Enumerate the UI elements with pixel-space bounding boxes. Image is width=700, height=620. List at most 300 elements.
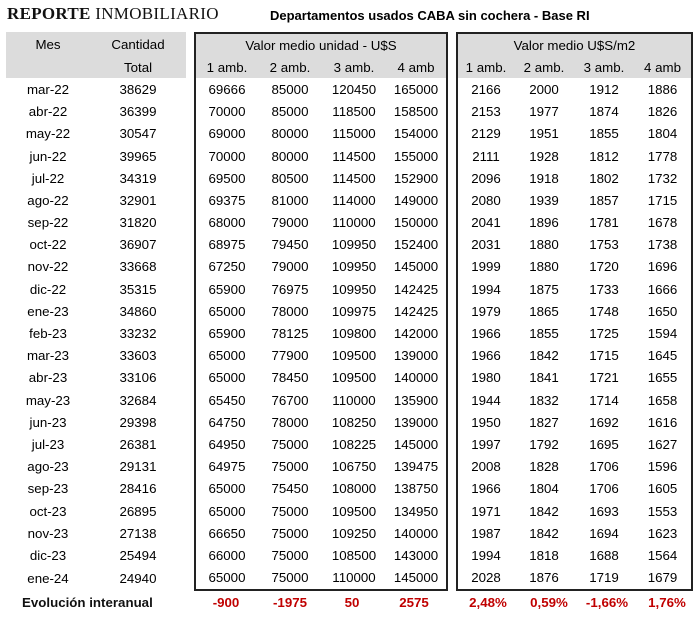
- header-m2-4amb: 4 amb: [634, 56, 693, 78]
- cell-unidad-1amb: 69000: [194, 123, 258, 145]
- cell-total: 33603: [119, 348, 157, 364]
- cell-m2-2amb: 1875: [529, 281, 559, 297]
- cell-unidad-2amb: 85000: [271, 81, 309, 97]
- cell-unidad-4amb: 155000: [386, 145, 448, 167]
- cell-m2-1amb: 2096: [456, 167, 514, 189]
- cell-total: 28416: [119, 481, 157, 497]
- cell-mes: jun-22: [29, 148, 67, 164]
- gap: [448, 101, 456, 123]
- cell-m2-1amb: 1987: [456, 522, 514, 544]
- cell-m2-2amb: 1792: [529, 436, 559, 452]
- cell-unidad-2amb: 78000: [271, 303, 309, 319]
- cell-unidad-1amb: 67250: [194, 256, 258, 278]
- cell-m2-1amb: 2111: [456, 145, 514, 167]
- footer-unidad-3amb: 50: [344, 595, 360, 610]
- header-row-1: [6, 32, 693, 56]
- cell-m2-3amb: 1733: [589, 281, 619, 297]
- gap: [448, 322, 456, 344]
- cell-unidad-1amb: 68000: [194, 212, 258, 234]
- header-unidad-3amb: 3 amb.: [322, 56, 386, 78]
- table-row: [6, 234, 693, 256]
- cell-m2-2amb: 1977: [529, 104, 559, 120]
- cell-unidad-4amb: 134950: [386, 500, 448, 522]
- gap: [448, 56, 456, 78]
- brand-part2: INMOBILIARIO: [95, 4, 219, 23]
- cell-mes: feb-23: [29, 326, 67, 342]
- cell-mes: abr-23: [28, 370, 68, 386]
- cell-m2-2amb: 1865: [529, 303, 559, 319]
- cell-mes: mar-23: [26, 348, 70, 364]
- cell-unidad-4amb: 140000: [386, 367, 448, 389]
- cell-m2-3amb: 1874: [589, 104, 619, 120]
- cell-unidad-3amb: 108225: [331, 436, 377, 452]
- cell-mes: sep-23: [27, 481, 69, 497]
- cell-unidad-2amb: 80000: [271, 126, 309, 142]
- cell-m2-4amb: 1553: [634, 500, 693, 522]
- cell-total: 34860: [119, 303, 157, 319]
- cell-m2-2amb: 1842: [529, 503, 559, 519]
- table-row: [6, 189, 693, 211]
- cell-mes: may-22: [25, 126, 71, 142]
- cell-unidad-1amb: 64975: [194, 456, 258, 478]
- cell-m2-3amb: 1748: [589, 303, 619, 319]
- cell-m2-2amb: 1896: [529, 215, 559, 231]
- gap: [186, 56, 194, 78]
- cell-unidad-2amb: 76700: [271, 392, 309, 408]
- cell-total: 27138: [119, 525, 157, 541]
- cell-unidad-3amb: 108000: [331, 481, 377, 497]
- table-row: [6, 456, 693, 478]
- cell-unidad-3amb: 114500: [332, 170, 376, 186]
- cell-m2-2amb: 1842: [529, 348, 559, 364]
- cell-unidad-4amb: 152900: [386, 167, 448, 189]
- table-row: [6, 389, 693, 411]
- cell-unidad-1amb: 65000: [194, 300, 258, 322]
- gap: [186, 367, 194, 389]
- cell-unidad-2amb: 75450: [271, 481, 309, 497]
- table-row: [6, 256, 693, 278]
- gap: [448, 32, 456, 56]
- table-row: [6, 123, 693, 145]
- cell-unidad-1amb: 65900: [194, 322, 258, 344]
- cell-total: 30547: [119, 126, 157, 142]
- cell-m2-1amb: 1997: [456, 433, 514, 455]
- cell-m2-2amb: 2000: [529, 81, 559, 97]
- gap: [186, 278, 194, 300]
- gap: [448, 456, 456, 478]
- cell-unidad-1amb: 69375: [194, 189, 258, 211]
- cell-unidad-3amb: 114000: [332, 192, 376, 208]
- cell-m2-3amb: 1812: [589, 148, 619, 164]
- footer-m2-2amb: 0,59%: [530, 595, 568, 610]
- cell-m2-4amb: 1655: [634, 367, 693, 389]
- footer-m2-1amb: 2,48%: [469, 595, 507, 610]
- gap: [448, 389, 456, 411]
- cell-unidad-3amb: 110000: [322, 567, 386, 591]
- footer-unidad-4amb: 2575: [399, 595, 429, 610]
- cell-unidad-1amb: 69666: [194, 78, 258, 100]
- cell-m2-3amb: 1714: [589, 392, 619, 408]
- cell-unidad-1amb: 65000: [194, 345, 258, 367]
- cell-m2-4amb: 1886: [634, 78, 693, 100]
- cell-unidad-4amb: 139000: [386, 411, 448, 433]
- cell-unidad-2amb: 78000: [271, 414, 309, 430]
- footer-m2-4amb: 1,76%: [648, 595, 686, 610]
- cell-m2-4amb: 1627: [634, 433, 693, 455]
- cell-m2-3amb: 1715: [589, 348, 619, 364]
- table-body: [6, 78, 693, 590]
- cell-unidad-1amb: 65900: [194, 278, 258, 300]
- cell-total: 39965: [119, 148, 157, 164]
- table-row: [6, 544, 693, 566]
- cell-unidad-4amb: 139000: [386, 345, 448, 367]
- table-row: [6, 101, 693, 123]
- gap: [186, 322, 194, 344]
- cell-total: 33668: [119, 259, 157, 275]
- footer-m2-3amb: -1,66%: [585, 595, 629, 610]
- gap: [186, 345, 194, 367]
- cell-unidad-4amb: 135900: [386, 389, 448, 411]
- cell-mes: ago-23: [27, 459, 69, 475]
- cell-unidad-4amb: 142425: [386, 300, 448, 322]
- gap: [186, 212, 194, 234]
- cell-unidad-3amb: 108250: [331, 414, 377, 430]
- cell-m2-1amb: 1999: [456, 256, 514, 278]
- cell-m2-4amb: 1696: [634, 256, 693, 278]
- cell-unidad-1amb: 65000: [194, 367, 258, 389]
- cell-m2-4amb: 1650: [634, 300, 693, 322]
- gap: [448, 189, 456, 211]
- cell-m2-1amb: 2008: [456, 456, 514, 478]
- cell-unidad-2amb: 75000: [271, 459, 309, 475]
- gap: [186, 500, 194, 522]
- table-row: [6, 345, 693, 367]
- cell-unidad-1amb: 66000: [194, 544, 258, 566]
- cell-m2-4amb: 1679: [634, 567, 693, 591]
- cell-total: 29131: [119, 459, 157, 475]
- gap: [448, 212, 456, 234]
- cell-m2-2amb: 1928: [529, 148, 559, 164]
- cell-total: 31820: [119, 215, 157, 231]
- cell-mes: may-23: [25, 392, 71, 408]
- cell-m2-4amb: 1778: [634, 145, 693, 167]
- gap: [186, 567, 194, 591]
- cell-m2-1amb: 2028: [456, 567, 514, 591]
- cell-unidad-3amb: 118500: [332, 104, 376, 120]
- cell-unidad-3amb: 115000: [332, 126, 376, 142]
- cell-m2-4amb: 1594: [634, 322, 693, 344]
- gap: [448, 367, 456, 389]
- cell-unidad-1amb: 64750: [194, 411, 258, 433]
- cell-unidad-2amb: 77900: [271, 348, 309, 364]
- gap: [186, 78, 194, 100]
- cell-unidad-2amb: 78125: [271, 326, 309, 342]
- cell-mes: sep-22: [27, 215, 69, 231]
- header-mes: Mes: [6, 32, 90, 56]
- gap: [448, 78, 456, 100]
- cell-unidad-2amb: 80000: [271, 148, 309, 164]
- cell-m2-1amb: 2153: [456, 101, 514, 123]
- header-m2-2amb: 2 amb.: [514, 56, 574, 78]
- cell-m2-4amb: 1564: [634, 544, 693, 566]
- gap: [186, 123, 194, 145]
- cell-m2-4amb: 1596: [634, 456, 693, 478]
- cell-m2-1amb: 1966: [456, 478, 514, 500]
- cell-m2-1amb: 2080: [456, 189, 514, 211]
- cell-unidad-1amb: 65450: [194, 389, 258, 411]
- cell-unidad-1amb: 68975: [194, 234, 258, 256]
- cell-m2-4amb: 1616: [634, 411, 693, 433]
- cell-unidad-3amb: 110000: [332, 215, 376, 231]
- cell-m2-1amb: 1979: [456, 300, 514, 322]
- cell-m2-1amb: 1994: [456, 278, 514, 300]
- cell-m2-3amb: 1855: [589, 126, 619, 142]
- cell-m2-1amb: 2041: [456, 212, 514, 234]
- cell-unidad-3amb: 109975: [331, 303, 377, 319]
- header-cantidad: Cantidad: [90, 32, 186, 56]
- table-row: [6, 567, 693, 591]
- cell-m2-2amb: 1951: [529, 126, 559, 142]
- cell-m2-3amb: 1706: [589, 459, 619, 475]
- cell-m2-2amb: 1876: [514, 567, 574, 591]
- cell-total: 33106: [119, 370, 157, 386]
- cell-unidad-2amb: 79000: [271, 215, 309, 231]
- gap: [186, 234, 194, 256]
- cell-mes: ago-22: [27, 192, 69, 208]
- cell-m2-4amb: 1678: [634, 212, 693, 234]
- cell-m2-1amb: 1980: [456, 367, 514, 389]
- gap: [186, 522, 194, 544]
- header-m2-3amb: 3 amb.: [574, 56, 634, 78]
- cell-m2-4amb: 1732: [634, 167, 693, 189]
- gap: [448, 544, 456, 566]
- header-unidad-4amb: 4 amb: [386, 56, 448, 78]
- cell-unidad-3amb: 109500: [331, 370, 377, 386]
- cell-unidad-3amb: 120450: [331, 81, 377, 97]
- cell-mes: oct-22: [29, 237, 67, 253]
- cell-unidad-2amb: 75000: [271, 503, 309, 519]
- cell-unidad-4amb: 139475: [386, 456, 448, 478]
- cell-total: 35315: [119, 281, 157, 297]
- cell-m2-3amb: 1802: [589, 170, 619, 186]
- gap: [448, 522, 456, 544]
- cell-m2-2amb: 1842: [529, 525, 559, 541]
- cell-unidad-1amb: 65000: [194, 478, 258, 500]
- brand-logo: [7, 4, 219, 24]
- table-row: [6, 411, 693, 433]
- cell-unidad-2amb: 75000: [271, 525, 309, 541]
- cell-m2-3amb: 1688: [589, 547, 619, 563]
- cell-mes: oct-23: [29, 503, 67, 519]
- gap: [448, 123, 456, 145]
- gap: [186, 256, 194, 278]
- cell-m2-4amb: 1605: [634, 478, 693, 500]
- cell-m2-2amb: 1880: [529, 237, 559, 253]
- cell-m2-3amb: 1706: [589, 481, 619, 497]
- cell-m2-1amb: 2166: [456, 78, 514, 100]
- gap: [186, 478, 194, 500]
- cell-m2-2amb: 1804: [529, 481, 559, 497]
- cell-unidad-2amb: 78450: [271, 370, 309, 386]
- cell-total: 33232: [119, 326, 157, 342]
- table-row: [6, 433, 693, 455]
- cell-m2-1amb: 1994: [456, 544, 514, 566]
- header-mes-blank: [6, 56, 90, 78]
- gap: [186, 389, 194, 411]
- cell-total: 26381: [119, 436, 157, 452]
- gap: [186, 411, 194, 433]
- cell-m2-1amb: 1971: [456, 500, 514, 522]
- cell-unidad-4amb: 140000: [386, 522, 448, 544]
- cell-m2-2amb: 1841: [529, 370, 559, 386]
- table-row: [6, 278, 693, 300]
- gap: [448, 433, 456, 455]
- cell-unidad-2amb: 76975: [271, 281, 309, 297]
- cell-unidad-4amb: 149000: [386, 189, 448, 211]
- header-total: Total: [90, 56, 186, 78]
- cell-m2-3amb: 1720: [589, 259, 619, 275]
- footer-label: Evolución interanual: [22, 595, 153, 610]
- cell-unidad-3amb: 109950: [331, 259, 377, 275]
- cell-total: 32684: [119, 392, 157, 408]
- cell-unidad-4amb: 152400: [386, 234, 448, 256]
- cell-mes: abr-22: [28, 104, 68, 120]
- cell-m2-3amb: 1719: [574, 567, 634, 591]
- gap: [186, 32, 194, 56]
- cell-m2-2amb: 1880: [529, 259, 559, 275]
- cell-unidad-2amb: 75000: [271, 436, 309, 452]
- cell-unidad-4amb: 150000: [386, 212, 448, 234]
- cell-unidad-4amb: 145000: [386, 433, 448, 455]
- cell-unidad-1amb: 69500: [194, 167, 258, 189]
- cell-unidad-1amb: 70000: [194, 145, 258, 167]
- cell-m2-3amb: 1781: [589, 215, 619, 231]
- cell-total: 32901: [119, 192, 157, 208]
- cell-m2-3amb: 1857: [589, 192, 619, 208]
- gap: [186, 433, 194, 455]
- cell-m2-1amb: 1966: [456, 345, 514, 367]
- cell-m2-3amb: 1725: [589, 326, 619, 342]
- gap: [448, 478, 456, 500]
- cell-m2-2amb: 1855: [529, 326, 559, 342]
- cell-mes: dic-22: [29, 281, 67, 297]
- cell-unidad-4amb: 142000: [386, 322, 448, 344]
- cell-m2-4amb: 1715: [634, 189, 693, 211]
- cell-mes: nov-22: [27, 259, 69, 275]
- gap: [448, 300, 456, 322]
- cell-unidad-4amb: 158500: [386, 101, 448, 123]
- footer-unidad-1amb: -900: [212, 595, 240, 610]
- cell-mes: ene-24: [27, 571, 69, 587]
- header-m2-1amb: 1 amb.: [456, 56, 514, 78]
- cell-unidad-4amb: 138750: [386, 478, 448, 500]
- cell-m2-2amb: 1818: [529, 547, 559, 563]
- gap: [186, 145, 194, 167]
- footer-unidad-2amb: -1975: [272, 595, 308, 610]
- cell-m2-1amb: 1950: [456, 411, 514, 433]
- table-row: [6, 300, 693, 322]
- cell-unidad-3amb: 106750: [331, 459, 377, 475]
- cell-unidad-2amb: 80500: [271, 170, 309, 186]
- cell-m2-3amb: 1695: [589, 436, 619, 452]
- cell-mes: ene-23: [27, 303, 69, 319]
- gap: [186, 167, 194, 189]
- cell-mes: nov-23: [27, 525, 69, 541]
- cell-m2-1amb: 1966: [456, 322, 514, 344]
- cell-total: 38629: [119, 81, 157, 97]
- cell-unidad-1amb: 64950: [194, 433, 258, 455]
- gap: [186, 101, 194, 123]
- cell-unidad-2amb: 81000: [271, 192, 309, 208]
- gap: [448, 567, 456, 591]
- cell-unidad-4amb: 143000: [386, 544, 448, 566]
- cell-unidad-1amb: 66650: [194, 522, 258, 544]
- cell-total: 25494: [119, 547, 157, 563]
- cell-m2-2amb: 1939: [529, 192, 559, 208]
- table-row: [6, 322, 693, 344]
- cell-unidad-3amb: 109500: [331, 348, 377, 364]
- cell-unidad-3amb: 109250: [331, 525, 377, 541]
- cell-unidad-4amb: 145000: [386, 256, 448, 278]
- gap: [186, 300, 194, 322]
- footer-row: [0, 595, 700, 617]
- cell-unidad-4amb: 165000: [386, 78, 448, 100]
- cell-total: 29398: [119, 414, 157, 430]
- gap: [448, 145, 456, 167]
- gap: [448, 500, 456, 522]
- cell-mes: dic-23: [29, 547, 67, 563]
- data-table: [6, 32, 693, 591]
- cell-total: 36907: [119, 237, 157, 253]
- table-row: [6, 522, 693, 544]
- cell-unidad-2amb: 75000: [258, 567, 322, 591]
- cell-mes: jun-23: [29, 414, 67, 430]
- header-group-unidad: Valor medio unidad - U$S: [194, 32, 448, 56]
- cell-total: 36399: [119, 104, 157, 120]
- gap: [448, 411, 456, 433]
- cell-unidad-1amb: 70000: [194, 101, 258, 123]
- cell-unidad-2amb: 85000: [271, 104, 309, 120]
- gap: [186, 456, 194, 478]
- cell-unidad-3amb: 108500: [331, 547, 377, 563]
- table-row: [6, 478, 693, 500]
- cell-unidad-3amb: 110000: [332, 392, 376, 408]
- cell-m2-3amb: 1912: [589, 81, 619, 97]
- cell-unidad-1amb: 65000: [194, 500, 258, 522]
- cell-unidad-4amb: 145000: [386, 567, 448, 591]
- cell-m2-4amb: 1804: [634, 123, 693, 145]
- cell-m2-2amb: 1828: [529, 459, 559, 475]
- gap: [448, 167, 456, 189]
- cell-unidad-3amb: 114500: [332, 148, 376, 164]
- header-row-2: [6, 56, 693, 78]
- table-row: [6, 167, 693, 189]
- cell-unidad-3amb: 109950: [331, 281, 377, 297]
- cell-m2-1amb: 2129: [456, 123, 514, 145]
- cell-m2-1amb: 2031: [456, 234, 514, 256]
- cell-unidad-4amb: 154000: [386, 123, 448, 145]
- cell-mes: jul-22: [31, 170, 65, 186]
- gap: [448, 256, 456, 278]
- cell-m2-2amb: 1827: [529, 414, 559, 430]
- cell-mes: mar-22: [26, 81, 70, 97]
- table-row: [6, 500, 693, 522]
- cell-total: 26895: [119, 503, 157, 519]
- cell-mes: jul-23: [31, 436, 65, 452]
- gap: [448, 234, 456, 256]
- header-unidad-1amb: 1 amb.: [194, 56, 258, 78]
- table-row: [6, 145, 693, 167]
